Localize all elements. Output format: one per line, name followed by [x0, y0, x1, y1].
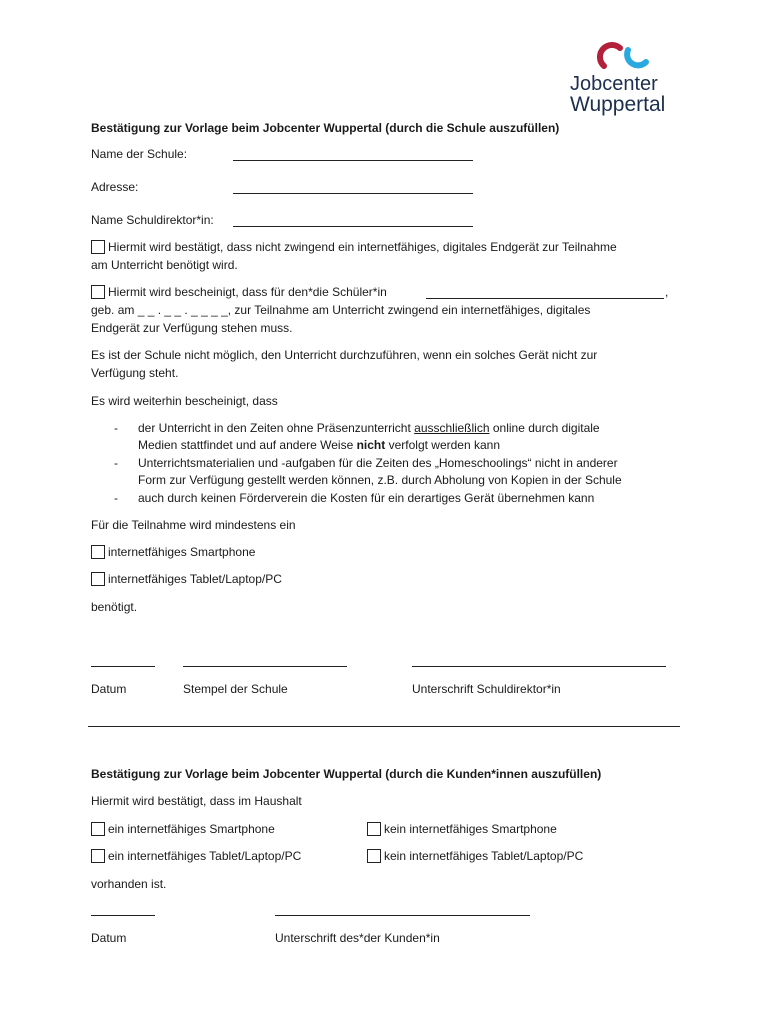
bullet-3-line1: auch durch keinen Förderverein die Kosten für ein derartiges Gerät übernehmen kann [138, 491, 595, 505]
has-tablet-label: ein internetfähiges Tablet/Laptop/PC [108, 849, 302, 863]
customer-date-label: Datum [91, 931, 127, 945]
customer-signature-line[interactable] [275, 915, 530, 916]
no-tablet-label: kein internetfähiges Tablet/Laptop/PC [384, 849, 584, 863]
section-divider [88, 726, 680, 727]
customer-section-title: Bestätigung zur Vorlage beim Jobcenter Wuppertal (durch die Kunden*innen auszufüllen) [91, 767, 602, 781]
para-further-certified: Es wird weiterhin bescheinigt, dass [91, 394, 278, 408]
has-smartphone-option [91, 822, 275, 836]
option-not-required [91, 240, 617, 254]
no-smartphone-label: kein internetfähiges Smartphone [384, 822, 557, 836]
school-date-line[interactable] [91, 666, 155, 667]
para-not-possible-line2: Verfügung steht. [91, 366, 179, 380]
jobcenter-logo [566, 40, 686, 116]
school-stamp-label: Stempel der Schule [183, 682, 288, 696]
no-smartphone-checkbox[interactable] [367, 822, 381, 836]
school-date-label: Datum [91, 682, 127, 696]
device-smartphone-checkbox[interactable] [91, 545, 105, 559]
device-smartphone-label: internetfähiges Smartphone [108, 545, 256, 559]
school-section-title: Bestätigung zur Vorlage beim Jobcenter Wuppertal (durch die Schule auszufüllen) [91, 121, 560, 135]
has-tablet-option [91, 849, 301, 863]
needed-text: benötigt. [91, 600, 138, 614]
option-not-required-line2: am Unterricht benötigt wird. [91, 258, 238, 272]
bullet-1-bold: nicht [356, 438, 386, 452]
director-signature-line[interactable] [412, 666, 666, 667]
bullet-1-text-c: Medien stattfindet und auf andere Weise [138, 438, 357, 452]
option-not-required-line1: Hiermit wird bestätigt, dass nicht zwingend ein internetfähiges, digitales Endgerät zur Teilnahme [108, 240, 617, 254]
school-name-field[interactable] [233, 160, 473, 161]
address-field[interactable] [233, 193, 473, 194]
has-tablet-checkbox[interactable] [91, 849, 105, 863]
logo-line-2: Wuppertal [570, 93, 666, 116]
has-smartphone-checkbox[interactable] [91, 822, 105, 836]
customer-date-line[interactable] [91, 915, 155, 916]
address-label: Adresse: [91, 180, 139, 194]
option-required-line1: Hiermit wird bescheinigt, dass für den*die Schüler*in [108, 285, 387, 299]
customer-intro: Hiermit wird bestätigt, dass im Haushalt [91, 794, 302, 808]
option-required-line2: geb. am _ _ . _ _ . _ _ _ _, zur Teilnahme am Unterricht zwingend ein internetfähiges, digitales [91, 303, 591, 317]
director-signature-label: Unterschrift Schuldirektor*in [412, 682, 561, 696]
customer-signature-label: Unterschrift des*der Kunden*in [275, 931, 440, 945]
device-tablet-checkbox[interactable] [91, 572, 105, 586]
device-smartphone-option [91, 545, 255, 559]
school-name-label: Name der Schule: [91, 147, 188, 161]
bullet-1-underlined: ausschließlich [414, 421, 490, 435]
bullet-1-text-a: der Unterricht in den Zeiten ohne Präsenzunterricht [138, 421, 415, 435]
bullet-1-text-d: verfolgt werden kann [385, 438, 500, 452]
bullet-dash-1: - [114, 421, 118, 435]
para-not-possible-line1: Es ist der Schule nicht möglich, den Unterricht durchzuführen, wenn ein solches Gerät nicht zur [91, 348, 598, 362]
bullet-1-text-b: online durch digitale [489, 421, 600, 435]
has-smartphone-label: ein internetfähiges Smartphone [108, 822, 275, 836]
para-minimum-device: Für die Teilnahme wird mindestens ein [91, 518, 296, 532]
logo-line-1: Jobcenter [570, 73, 658, 95]
not-required-checkbox[interactable] [91, 240, 105, 254]
bullet-2-line1: Unterrichtsmaterialien und -aufgaben für die Zeiten des „Homeschoolings“ nicht in anderer [138, 456, 618, 470]
bullet-2-line2: Form zur Verfügung gestellt werden können, z.B. durch Abholung von Kopien in der Schule [138, 473, 622, 487]
required-checkbox[interactable] [91, 285, 105, 299]
available-text: vorhanden ist. [91, 877, 167, 891]
option-required [91, 285, 387, 299]
no-tablet-checkbox[interactable] [367, 849, 381, 863]
bullet-dash-2: - [114, 456, 118, 470]
option-required-line1-end: , [665, 285, 669, 299]
device-tablet-option [91, 572, 282, 586]
bullet-1-line2 [138, 438, 500, 452]
school-stamp-line[interactable] [183, 666, 347, 667]
student-name-field[interactable] [426, 298, 664, 299]
device-tablet-label: internetfähiges Tablet/Laptop/PC [108, 572, 282, 586]
director-name-label: Name Schuldirektor*in: [91, 213, 214, 227]
no-smartphone-option [367, 822, 557, 836]
director-name-field[interactable] [233, 226, 473, 227]
bullet-1-line1 [138, 421, 600, 435]
bullet-dash-3: - [114, 491, 118, 505]
no-tablet-option [367, 849, 583, 863]
logo-arc-icon [594, 40, 664, 70]
option-required-line3: Endgerät zur Verfügung stehen muss. [91, 321, 293, 335]
